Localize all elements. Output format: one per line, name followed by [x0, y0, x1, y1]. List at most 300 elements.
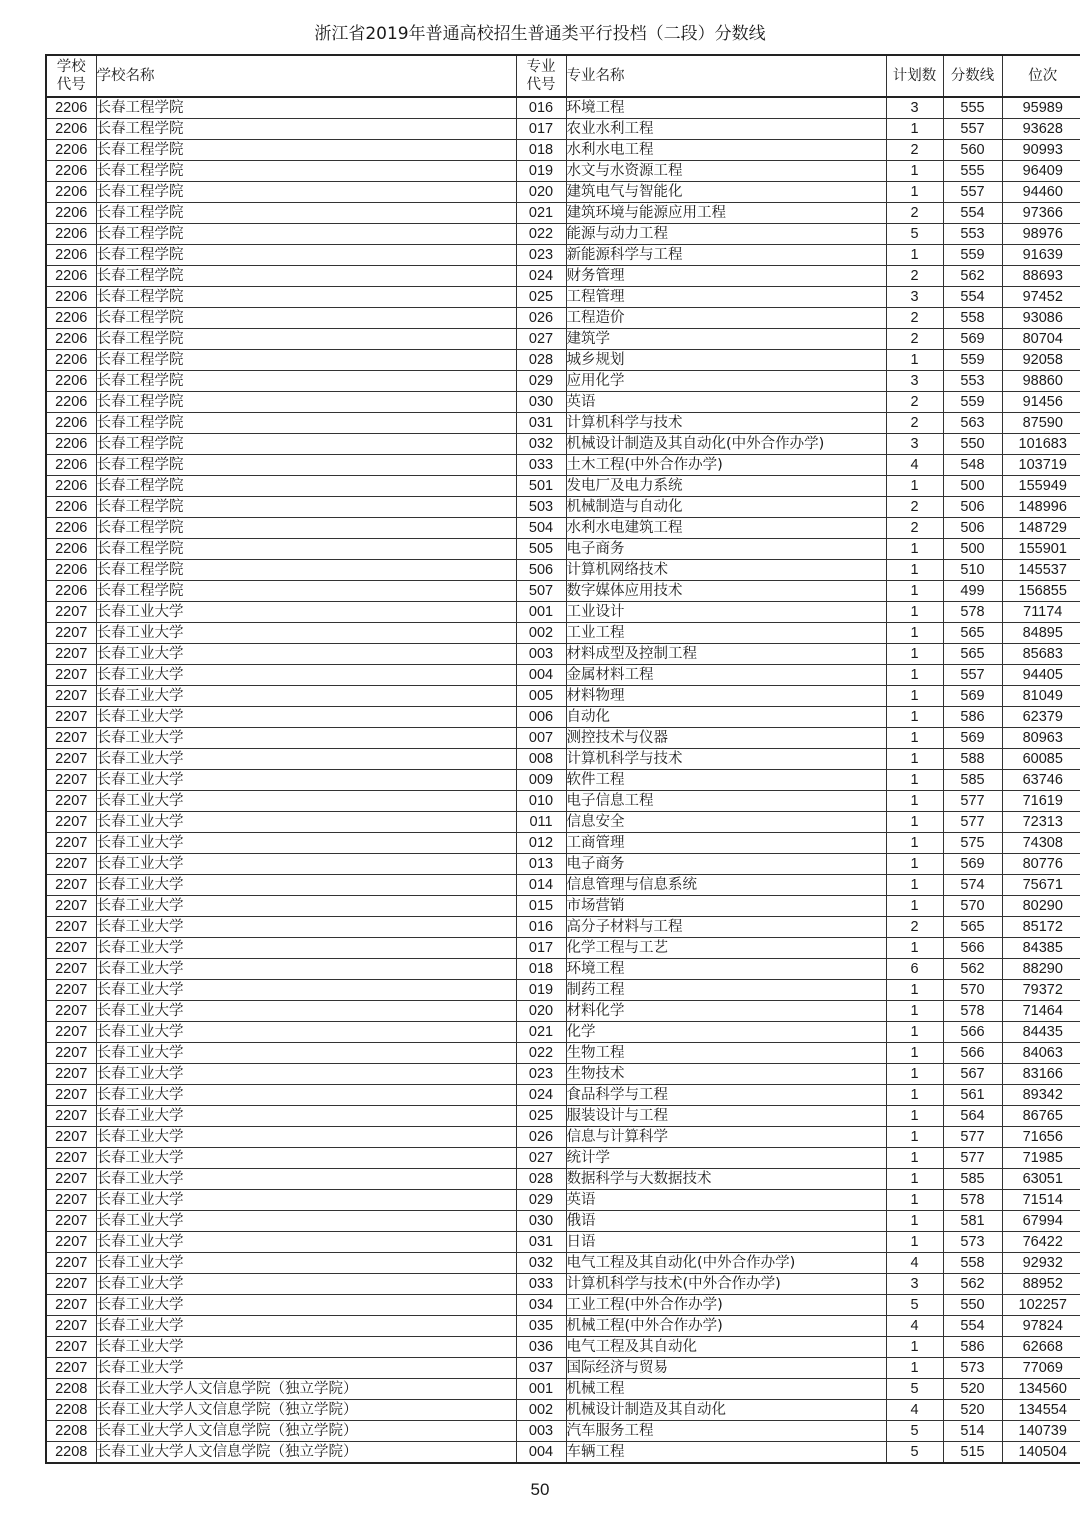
score-cell: 566 — [943, 1022, 1002, 1043]
plan-cell: 4 — [886, 1253, 943, 1274]
major-name-cell: 电子信息工程 — [566, 791, 886, 812]
school-code-cell: 2207 — [46, 623, 96, 644]
plan-cell: 1 — [886, 1085, 943, 1106]
score-cell: 557 — [943, 182, 1002, 203]
major-name-cell: 机械工程 — [566, 1379, 886, 1400]
rank-cell: 62379 — [1002, 707, 1080, 728]
school-name-cell: 长春工业大学 — [96, 1316, 516, 1337]
school-name-cell: 长春工程学院 — [96, 455, 516, 476]
plan-cell: 1 — [886, 245, 943, 266]
school-name-cell: 长春工业大学 — [96, 602, 516, 623]
table-row — [46, 455, 1080, 476]
score-cell: 569 — [943, 854, 1002, 875]
major-name-cell: 计算机科学与技术 — [566, 749, 886, 770]
table-row — [46, 728, 1080, 749]
school-code-cell: 2207 — [46, 749, 96, 770]
score-cell: 500 — [943, 476, 1002, 497]
school-code-cell: 2207 — [46, 1211, 96, 1232]
major-name-cell: 建筑电气与智能化 — [566, 182, 886, 203]
school-code-cell: 2207 — [46, 1232, 96, 1253]
plan-cell: 3 — [886, 1274, 943, 1295]
table-row — [46, 371, 1080, 392]
plan-cell: 1 — [886, 749, 943, 770]
major-name-cell: 环境工程 — [566, 959, 886, 980]
rank-cell: 96409 — [1002, 161, 1080, 182]
major-code-cell: 033 — [516, 1274, 566, 1295]
score-cell: 554 — [943, 287, 1002, 308]
plan-cell: 1 — [886, 938, 943, 959]
school-code-cell: 2207 — [46, 980, 96, 1001]
table-row — [46, 581, 1080, 602]
school-code-cell: 2207 — [46, 833, 96, 854]
table-row — [46, 938, 1080, 959]
table-row — [46, 287, 1080, 308]
school-code-cell: 2207 — [46, 854, 96, 875]
school-name-cell: 长春工业大学 — [96, 791, 516, 812]
school-name-cell: 长春工业大学 — [96, 1274, 516, 1295]
header-school-name: 学校名称 — [96, 55, 516, 97]
table-row — [46, 224, 1080, 245]
major-code-cell: 004 — [516, 1442, 566, 1464]
rank-cell: 98976 — [1002, 224, 1080, 245]
school-name-cell: 长春工程学院 — [96, 245, 516, 266]
school-name-cell: 长春工业大学 — [96, 1169, 516, 1190]
school-code-cell: 2207 — [46, 959, 96, 980]
major-code-cell: 504 — [516, 518, 566, 539]
header-score: 分数线 — [943, 55, 1002, 97]
school-name-cell: 长春工业大学 — [96, 686, 516, 707]
major-code-cell: 012 — [516, 833, 566, 854]
plan-cell: 1 — [886, 896, 943, 917]
score-cell: 559 — [943, 392, 1002, 413]
plan-cell: 1 — [886, 1064, 943, 1085]
major-code-cell: 505 — [516, 539, 566, 560]
rank-cell: 67994 — [1002, 1211, 1080, 1232]
school-name-cell: 长春工业大学 — [96, 854, 516, 875]
rank-cell: 97824 — [1002, 1316, 1080, 1337]
rank-cell: 80963 — [1002, 728, 1080, 749]
score-cell: 548 — [943, 455, 1002, 476]
major-name-cell: 信息安全 — [566, 812, 886, 833]
major-name-cell: 计算机科学与技术 — [566, 413, 886, 434]
rank-cell: 91639 — [1002, 245, 1080, 266]
major-code-cell: 023 — [516, 1064, 566, 1085]
major-code-cell: 028 — [516, 350, 566, 371]
score-cell: 567 — [943, 1064, 1002, 1085]
table-row — [46, 770, 1080, 791]
major-name-cell: 材料化学 — [566, 1001, 886, 1022]
school-name-cell: 长春工程学院 — [96, 203, 516, 224]
rank-cell: 148996 — [1002, 497, 1080, 518]
major-code-cell: 013 — [516, 854, 566, 875]
major-code-cell: 032 — [516, 1253, 566, 1274]
rank-cell: 72313 — [1002, 812, 1080, 833]
school-code-cell: 2206 — [46, 203, 96, 224]
major-name-cell: 测控技术与仪器 — [566, 728, 886, 749]
school-name-cell: 长春工程学院 — [96, 266, 516, 287]
major-name-cell: 水利水电工程 — [566, 140, 886, 161]
plan-cell: 1 — [886, 1001, 943, 1022]
table-row — [46, 1064, 1080, 1085]
school-name-cell: 长春工业大学人文信息学院（独立学院） — [96, 1442, 516, 1464]
major-name-cell: 信息管理与信息系统 — [566, 875, 886, 896]
table-row — [46, 896, 1080, 917]
table-row — [46, 980, 1080, 1001]
plan-cell: 2 — [886, 140, 943, 161]
rank-cell: 79372 — [1002, 980, 1080, 1001]
plan-cell: 1 — [886, 350, 943, 371]
major-code-cell: 027 — [516, 329, 566, 350]
major-name-cell: 化学 — [566, 1022, 886, 1043]
score-cell: 574 — [943, 875, 1002, 896]
major-code-cell: 018 — [516, 140, 566, 161]
school-code-cell: 2207 — [46, 791, 96, 812]
score-cell: 575 — [943, 833, 1002, 854]
school-code-cell: 2206 — [46, 97, 96, 119]
major-name-cell: 自动化 — [566, 707, 886, 728]
table-row — [46, 1127, 1080, 1148]
rank-cell: 103719 — [1002, 455, 1080, 476]
school-name-cell: 长春工业大学 — [96, 644, 516, 665]
score-cell: 553 — [943, 371, 1002, 392]
table-row — [46, 203, 1080, 224]
major-name-cell: 工业工程(中外合作办学) — [566, 1295, 886, 1316]
score-cell: 560 — [943, 140, 1002, 161]
school-name-cell: 长春工业大学 — [96, 1190, 516, 1211]
school-name-cell: 长春工业大学 — [96, 1232, 516, 1253]
score-cell: 577 — [943, 1148, 1002, 1169]
table-row — [46, 350, 1080, 371]
score-cell: 559 — [943, 350, 1002, 371]
school-code-cell: 2207 — [46, 665, 96, 686]
school-name-cell: 长春工程学院 — [96, 413, 516, 434]
major-code-cell: 036 — [516, 1337, 566, 1358]
rank-cell: 80290 — [1002, 896, 1080, 917]
major-code-cell: 001 — [516, 602, 566, 623]
school-name-cell: 长春工程学院 — [96, 539, 516, 560]
plan-cell: 5 — [886, 224, 943, 245]
school-name-cell: 长春工程学院 — [96, 308, 516, 329]
rank-cell: 92932 — [1002, 1253, 1080, 1274]
school-code-cell: 2207 — [46, 1190, 96, 1211]
major-name-cell: 农业水利工程 — [566, 119, 886, 140]
major-code-cell: 025 — [516, 287, 566, 308]
table-row — [46, 1001, 1080, 1022]
rank-cell: 140739 — [1002, 1421, 1080, 1442]
major-code-cell: 029 — [516, 1190, 566, 1211]
plan-cell: 1 — [886, 476, 943, 497]
table-row — [46, 497, 1080, 518]
score-cell: 577 — [943, 1127, 1002, 1148]
school-name-cell: 长春工业大学 — [96, 1106, 516, 1127]
major-name-cell: 机械设计制造及其自动化(中外合作办学) — [566, 434, 886, 455]
rank-cell: 101683 — [1002, 434, 1080, 455]
school-code-cell: 2206 — [46, 245, 96, 266]
table-row — [46, 1190, 1080, 1211]
major-code-cell: 019 — [516, 980, 566, 1001]
score-cell: 577 — [943, 812, 1002, 833]
rank-cell: 88693 — [1002, 266, 1080, 287]
score-cell: 566 — [943, 1043, 1002, 1064]
school-code-cell: 2206 — [46, 350, 96, 371]
school-code-cell: 2207 — [46, 1253, 96, 1274]
rank-cell: 93628 — [1002, 119, 1080, 140]
major-code-cell: 503 — [516, 497, 566, 518]
plan-cell: 4 — [886, 1316, 943, 1337]
major-code-cell: 506 — [516, 560, 566, 581]
plan-cell: 2 — [886, 518, 943, 539]
major-code-cell: 032 — [516, 434, 566, 455]
major-code-cell: 017 — [516, 119, 566, 140]
rank-cell: 74308 — [1002, 833, 1080, 854]
school-name-cell: 长春工程学院 — [96, 161, 516, 182]
table-row — [46, 1358, 1080, 1379]
rank-cell: 80704 — [1002, 329, 1080, 350]
plan-cell: 1 — [886, 875, 943, 896]
school-name-cell: 长春工业大学人文信息学院（独立学院） — [96, 1421, 516, 1442]
score-cell: 581 — [943, 1211, 1002, 1232]
table-row — [46, 749, 1080, 770]
rank-cell: 93086 — [1002, 308, 1080, 329]
major-code-cell: 007 — [516, 728, 566, 749]
table-row — [46, 854, 1080, 875]
table-row — [46, 245, 1080, 266]
school-name-cell: 长春工业大学 — [96, 1064, 516, 1085]
header-school-code: 学校 代号 — [46, 55, 96, 97]
rank-cell: 91456 — [1002, 392, 1080, 413]
major-code-cell: 008 — [516, 749, 566, 770]
major-name-cell: 计算机科学与技术(中外合作办学) — [566, 1274, 886, 1295]
rank-cell: 94405 — [1002, 665, 1080, 686]
major-name-cell: 国际经济与贸易 — [566, 1358, 886, 1379]
score-cell: 569 — [943, 728, 1002, 749]
major-code-cell: 021 — [516, 1022, 566, 1043]
major-code-cell: 026 — [516, 308, 566, 329]
table-row — [46, 791, 1080, 812]
plan-cell: 1 — [886, 182, 943, 203]
school-name-cell: 长春工业大学人文信息学院（独立学院） — [96, 1400, 516, 1421]
table-row — [46, 140, 1080, 161]
major-code-cell: 005 — [516, 686, 566, 707]
score-table — [45, 54, 1080, 1464]
plan-cell: 1 — [886, 581, 943, 602]
school-name-cell: 长春工程学院 — [96, 497, 516, 518]
school-name-cell: 长春工程学院 — [96, 287, 516, 308]
score-cell: 557 — [943, 665, 1002, 686]
table-row — [46, 1442, 1080, 1464]
major-name-cell: 英语 — [566, 392, 886, 413]
rank-cell: 63051 — [1002, 1169, 1080, 1190]
score-cell: 573 — [943, 1232, 1002, 1253]
school-name-cell: 长春工业大学 — [96, 917, 516, 938]
major-code-cell: 015 — [516, 896, 566, 917]
rank-cell: 155949 — [1002, 476, 1080, 497]
school-code-cell: 2207 — [46, 938, 96, 959]
rank-cell: 134560 — [1002, 1379, 1080, 1400]
header-plan: 计划数 — [886, 55, 943, 97]
major-name-cell: 材料物理 — [566, 686, 886, 707]
major-code-cell: 035 — [516, 1316, 566, 1337]
plan-cell: 6 — [886, 959, 943, 980]
major-name-cell: 市场营销 — [566, 896, 886, 917]
table-row — [46, 959, 1080, 980]
major-name-cell: 城乡规划 — [566, 350, 886, 371]
table-row — [46, 392, 1080, 413]
plan-cell: 1 — [886, 728, 943, 749]
table-row — [46, 1043, 1080, 1064]
score-cell: 570 — [943, 980, 1002, 1001]
score-cell: 562 — [943, 1274, 1002, 1295]
plan-cell: 1 — [886, 1211, 943, 1232]
school-name-cell: 长春工业大学人文信息学院（独立学院） — [96, 1379, 516, 1400]
school-name-cell: 长春工业大学 — [96, 938, 516, 959]
major-code-cell: 004 — [516, 665, 566, 686]
score-cell: 578 — [943, 602, 1002, 623]
score-cell: 563 — [943, 413, 1002, 434]
rank-cell: 84435 — [1002, 1022, 1080, 1043]
plan-cell: 3 — [886, 371, 943, 392]
major-code-cell: 026 — [516, 1127, 566, 1148]
school-name-cell: 长春工业大学 — [96, 1001, 516, 1022]
school-code-cell: 2206 — [46, 581, 96, 602]
school-code-cell: 2208 — [46, 1421, 96, 1442]
major-code-cell: 001 — [516, 1379, 566, 1400]
table-row — [46, 917, 1080, 938]
table-row — [46, 1148, 1080, 1169]
plan-cell: 1 — [886, 980, 943, 1001]
school-name-cell: 长春工程学院 — [96, 224, 516, 245]
school-code-cell: 2206 — [46, 413, 96, 434]
plan-cell: 1 — [886, 812, 943, 833]
school-code-cell: 2206 — [46, 392, 96, 413]
score-cell: 578 — [943, 1001, 1002, 1022]
score-cell: 570 — [943, 896, 1002, 917]
school-name-cell: 长春工程学院 — [96, 119, 516, 140]
score-cell: 566 — [943, 938, 1002, 959]
table-row — [46, 161, 1080, 182]
plan-cell: 1 — [886, 1106, 943, 1127]
major-name-cell: 统计学 — [566, 1148, 886, 1169]
school-name-cell: 长春工程学院 — [96, 182, 516, 203]
school-name-cell: 长春工业大学 — [96, 665, 516, 686]
major-code-cell: 024 — [516, 1085, 566, 1106]
major-code-cell: 016 — [516, 917, 566, 938]
major-name-cell: 机械工程(中外合作办学) — [566, 1316, 886, 1337]
score-cell: 520 — [943, 1379, 1002, 1400]
table-row — [46, 329, 1080, 350]
plan-cell: 1 — [886, 1022, 943, 1043]
score-cell: 500 — [943, 539, 1002, 560]
plan-cell: 2 — [886, 497, 943, 518]
major-code-cell: 022 — [516, 224, 566, 245]
school-code-cell: 2207 — [46, 1022, 96, 1043]
rank-cell: 85683 — [1002, 644, 1080, 665]
major-code-cell: 020 — [516, 1001, 566, 1022]
school-code-cell: 2207 — [46, 812, 96, 833]
school-name-cell: 长春工业大学 — [96, 728, 516, 749]
school-name-cell: 长春工业大学 — [96, 707, 516, 728]
score-cell: 555 — [943, 97, 1002, 119]
school-code-cell: 2206 — [46, 266, 96, 287]
school-code-cell: 2206 — [46, 497, 96, 518]
major-code-cell: 011 — [516, 812, 566, 833]
plan-cell: 1 — [886, 161, 943, 182]
rank-cell: 102257 — [1002, 1295, 1080, 1316]
major-code-cell: 003 — [516, 644, 566, 665]
major-name-cell: 信息与计算科学 — [566, 1127, 886, 1148]
plan-cell: 1 — [886, 1190, 943, 1211]
school-code-cell: 2206 — [46, 308, 96, 329]
plan-cell: 1 — [886, 1337, 943, 1358]
school-code-cell: 2207 — [46, 686, 96, 707]
score-cell: 550 — [943, 1295, 1002, 1316]
school-name-cell: 长春工程学院 — [96, 97, 516, 119]
major-name-cell: 机械设计制造及其自动化 — [566, 1400, 886, 1421]
table-row — [46, 1316, 1080, 1337]
major-name-cell: 材料成型及控制工程 — [566, 644, 886, 665]
table-row — [46, 266, 1080, 287]
major-code-cell: 037 — [516, 1358, 566, 1379]
rank-cell: 75671 — [1002, 875, 1080, 896]
school-code-cell: 2207 — [46, 728, 96, 749]
school-code-cell: 2206 — [46, 224, 96, 245]
rank-cell: 97452 — [1002, 287, 1080, 308]
score-cell: 561 — [943, 1085, 1002, 1106]
school-name-cell: 长春工业大学 — [96, 1253, 516, 1274]
major-name-cell: 服装设计与工程 — [566, 1106, 886, 1127]
rank-cell: 84895 — [1002, 623, 1080, 644]
major-name-cell: 化学工程与工艺 — [566, 938, 886, 959]
major-name-cell: 应用化学 — [566, 371, 886, 392]
school-name-cell: 长春工业大学 — [96, 749, 516, 770]
major-code-cell: 030 — [516, 1211, 566, 1232]
major-name-cell: 工业设计 — [566, 602, 886, 623]
plan-cell: 1 — [886, 1148, 943, 1169]
score-cell: 554 — [943, 203, 1002, 224]
major-code-cell: 028 — [516, 1169, 566, 1190]
rank-cell: 63746 — [1002, 770, 1080, 791]
major-code-cell: 029 — [516, 371, 566, 392]
plan-cell: 1 — [886, 833, 943, 854]
rank-cell: 90993 — [1002, 140, 1080, 161]
major-code-cell: 021 — [516, 203, 566, 224]
major-name-cell: 英语 — [566, 1190, 886, 1211]
school-code-cell: 2207 — [46, 1337, 96, 1358]
rank-cell: 71656 — [1002, 1127, 1080, 1148]
major-name-cell: 工商管理 — [566, 833, 886, 854]
plan-cell: 5 — [886, 1295, 943, 1316]
table-row — [46, 182, 1080, 203]
rank-cell: 94460 — [1002, 182, 1080, 203]
major-name-cell: 发电厂及电力系统 — [566, 476, 886, 497]
major-name-cell: 电子商务 — [566, 539, 886, 560]
major-name-cell: 汽车服务工程 — [566, 1421, 886, 1442]
major-code-cell: 031 — [516, 1232, 566, 1253]
major-name-cell: 数据科学与大数据技术 — [566, 1169, 886, 1190]
school-name-cell: 长春工程学院 — [96, 140, 516, 161]
major-name-cell: 软件工程 — [566, 770, 886, 791]
score-cell: 577 — [943, 791, 1002, 812]
score-cell: 588 — [943, 749, 1002, 770]
school-code-cell: 2207 — [46, 770, 96, 791]
score-cell: 562 — [943, 959, 1002, 980]
school-name-cell: 长春工程学院 — [96, 518, 516, 539]
major-name-cell: 金属材料工程 — [566, 665, 886, 686]
score-cell: 506 — [943, 497, 1002, 518]
plan-cell: 1 — [886, 770, 943, 791]
major-code-cell: 002 — [516, 1400, 566, 1421]
school-name-cell: 长春工业大学 — [96, 1295, 516, 1316]
